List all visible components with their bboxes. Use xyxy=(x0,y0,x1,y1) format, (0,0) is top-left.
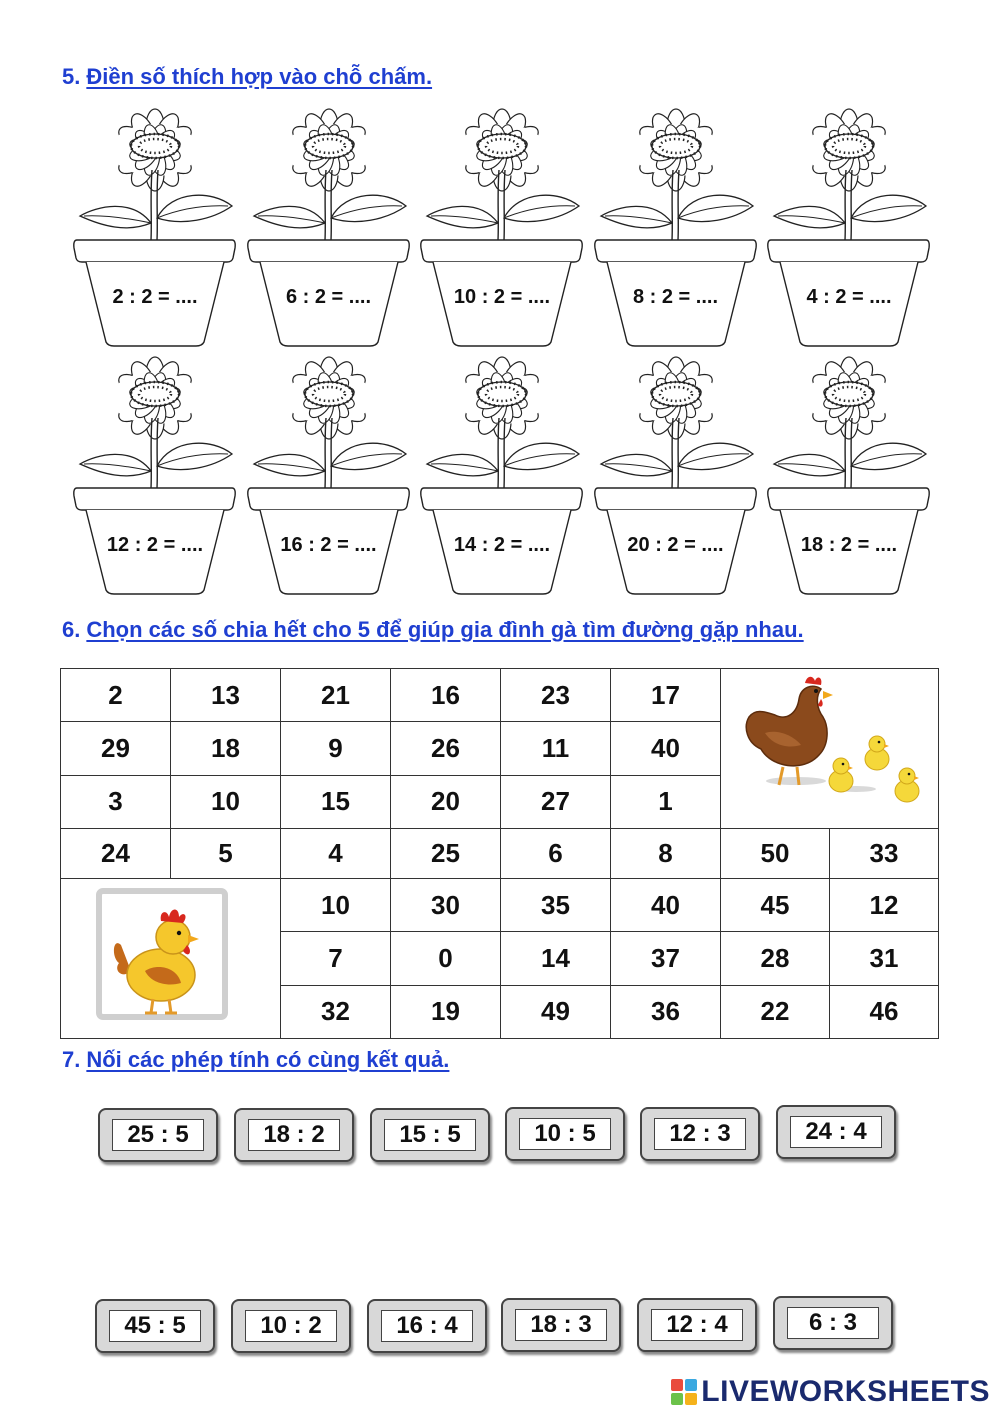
grid-cell[interactable]: 11 xyxy=(501,722,611,775)
expression-label: 6 : 3 xyxy=(787,1307,879,1339)
grid-cell[interactable]: 25 xyxy=(391,829,501,879)
pot-row-1 xyxy=(72,108,932,348)
pot xyxy=(593,108,759,348)
expression-card[interactable] xyxy=(776,1105,896,1159)
sunflower-pot-icon xyxy=(419,108,585,348)
rooster-picture-cell xyxy=(61,879,281,1039)
expression-card[interactable] xyxy=(505,1107,625,1161)
grid-cell[interactable]: 21 xyxy=(281,669,391,722)
pot-equation[interactable]: 4 : 2 = .... xyxy=(806,286,892,308)
sunflower-pot-icon xyxy=(72,356,238,596)
sunflower-pot-icon xyxy=(419,356,585,596)
grid-cell[interactable]: 12 xyxy=(830,879,939,932)
section-title: Điền số thích hợp vào chỗ chấm. xyxy=(86,64,433,89)
grid-cell[interactable]: 18 xyxy=(171,722,281,775)
brand-name: LIVEWORKSHEETS xyxy=(701,1375,990,1408)
grid-cell[interactable]: 40 xyxy=(611,722,721,775)
grid-cell[interactable]: 9 xyxy=(281,722,391,775)
section-number: 5. xyxy=(62,64,81,89)
pot xyxy=(72,356,238,596)
grid-cell[interactable]: 22 xyxy=(721,985,830,1038)
grid-cell[interactable]: 45 xyxy=(721,879,830,932)
section-5-heading xyxy=(62,64,432,90)
grid-cell[interactable]: 33 xyxy=(830,829,939,879)
grid-row xyxy=(61,879,939,932)
expression-label: 16 : 4 xyxy=(381,1310,473,1342)
expression-card[interactable] xyxy=(231,1299,351,1353)
expression-card[interactable] xyxy=(98,1108,218,1162)
sunflower-pot-icon xyxy=(72,108,238,348)
grid-cell[interactable]: 30 xyxy=(391,879,501,932)
section-number: 6. xyxy=(62,617,81,642)
grid-cell[interactable]: 3 xyxy=(61,775,171,828)
grid-cell[interactable]: 6 xyxy=(501,829,611,879)
grid-cell[interactable]: 32 xyxy=(281,985,391,1038)
grid-cell[interactable]: 46 xyxy=(830,985,939,1038)
expression-label: 24 : 4 xyxy=(790,1116,882,1148)
grid-cell[interactable]: 4 xyxy=(281,829,391,879)
expression-label: 10 : 2 xyxy=(245,1310,337,1342)
grid-cell[interactable]: 28 xyxy=(721,932,830,985)
pot-equation[interactable]: 6 : 2 = .... xyxy=(285,286,372,308)
grid-cell[interactable]: 1 xyxy=(611,775,721,828)
sunflower-pot-icon xyxy=(593,108,759,348)
section-title: Chọn các số chia hết cho 5 để giúp gia đình gà tìm đường gặp nhau. xyxy=(86,617,804,642)
grid-cell[interactable]: 20 xyxy=(391,775,501,828)
liveworksheets-logo-icon xyxy=(671,1379,697,1405)
grid-cell[interactable]: 26 xyxy=(391,722,501,775)
number-maze-grid xyxy=(60,668,939,1039)
pot xyxy=(766,356,932,596)
pot-equation[interactable]: 10 : 2 = .... xyxy=(453,286,551,308)
grid-cell[interactable]: 2 xyxy=(61,669,171,722)
grid-cell[interactable]: 0 xyxy=(391,932,501,985)
grid-cell[interactable]: 16 xyxy=(391,669,501,722)
sunflower-pot-icon xyxy=(593,356,759,596)
expression-label: 18 : 2 xyxy=(248,1119,340,1151)
expression-card[interactable] xyxy=(640,1107,760,1161)
grid-cell[interactable]: 7 xyxy=(281,932,391,985)
pot xyxy=(766,108,932,348)
grid-cell[interactable]: 37 xyxy=(611,932,721,985)
grid-cell[interactable]: 27 xyxy=(501,775,611,828)
grid-cell[interactable]: 35 xyxy=(501,879,611,932)
expression-card[interactable] xyxy=(637,1298,757,1352)
pot-equation[interactable]: 2 : 2 = .... xyxy=(112,286,198,308)
pot-equation[interactable]: 14 : 2 = .... xyxy=(453,534,551,556)
grid-cell[interactable]: 5 xyxy=(171,829,281,879)
sunflower-pot-icon xyxy=(766,108,932,348)
grid-row xyxy=(61,669,939,722)
pot-equation[interactable]: 8 : 2 = .... xyxy=(632,286,719,308)
pot-equation[interactable]: 20 : 2 = .... xyxy=(627,534,724,556)
hen-picture-cell xyxy=(721,669,939,829)
sunflower-pot-icon xyxy=(246,108,412,348)
sunflower-pots xyxy=(72,108,932,604)
expression-label: 12 : 4 xyxy=(651,1309,743,1341)
grid-cell[interactable]: 17 xyxy=(611,669,721,722)
hen-with-chicks-icon xyxy=(721,669,940,821)
section-number: 7. xyxy=(62,1047,81,1072)
pot xyxy=(246,108,412,348)
pot xyxy=(72,108,238,348)
grid-cell[interactable]: 13 xyxy=(171,669,281,722)
section-6-heading xyxy=(62,617,804,643)
grid-row xyxy=(61,829,939,879)
pot-equation[interactable]: 16 : 2 = .... xyxy=(280,534,377,556)
pot-equation[interactable]: 12 : 2 = .... xyxy=(106,534,204,556)
grid-cell[interactable]: 14 xyxy=(501,932,611,985)
sunflower-pot-icon xyxy=(246,356,412,596)
grid-cell[interactable]: 10 xyxy=(171,775,281,828)
grid-cell[interactable]: 19 xyxy=(391,985,501,1038)
expression-label: 15 : 5 xyxy=(384,1119,476,1151)
expression-card[interactable] xyxy=(773,1296,893,1350)
section-title: Nối các phép tính có cùng kết quả. xyxy=(86,1047,450,1072)
pot xyxy=(246,356,412,596)
grid-cell[interactable]: 40 xyxy=(611,879,721,932)
liveworksheets-brand[interactable] xyxy=(671,1375,990,1409)
grid-cell[interactable]: 8 xyxy=(611,829,721,879)
expression-label: 18 : 3 xyxy=(515,1309,607,1341)
expression-card[interactable] xyxy=(367,1299,487,1353)
grid-cell[interactable]: 10 xyxy=(281,879,391,932)
grid-cell[interactable]: 24 xyxy=(61,829,171,879)
pot-equation[interactable]: 18 : 2 = .... xyxy=(800,534,898,556)
grid-cell[interactable]: 50 xyxy=(721,829,830,879)
expression-card[interactable] xyxy=(370,1108,490,1162)
expression-card[interactable] xyxy=(95,1299,215,1353)
grid-cell[interactable]: 15 xyxy=(281,775,391,828)
grid-cell[interactable]: 29 xyxy=(61,722,171,775)
pot xyxy=(593,356,759,596)
expression-label: 12 : 3 xyxy=(654,1118,746,1150)
grid-cell[interactable]: 49 xyxy=(501,985,611,1038)
grid-cell[interactable]: 31 xyxy=(830,932,939,985)
expression-label: 10 : 5 xyxy=(519,1118,611,1150)
expression-card[interactable] xyxy=(234,1108,354,1162)
expression-card[interactable] xyxy=(501,1298,621,1352)
grid-cell[interactable]: 23 xyxy=(501,669,611,722)
rooster-icon xyxy=(61,879,280,1031)
expression-label: 45 : 5 xyxy=(109,1310,201,1342)
sunflower-pot-icon xyxy=(766,356,932,596)
pot xyxy=(419,356,585,596)
pot-row-2 xyxy=(72,356,932,596)
pot xyxy=(419,108,585,348)
grid-cell[interactable]: 36 xyxy=(611,985,721,1038)
section-7-heading xyxy=(62,1047,449,1073)
expression-label: 25 : 5 xyxy=(112,1119,204,1151)
